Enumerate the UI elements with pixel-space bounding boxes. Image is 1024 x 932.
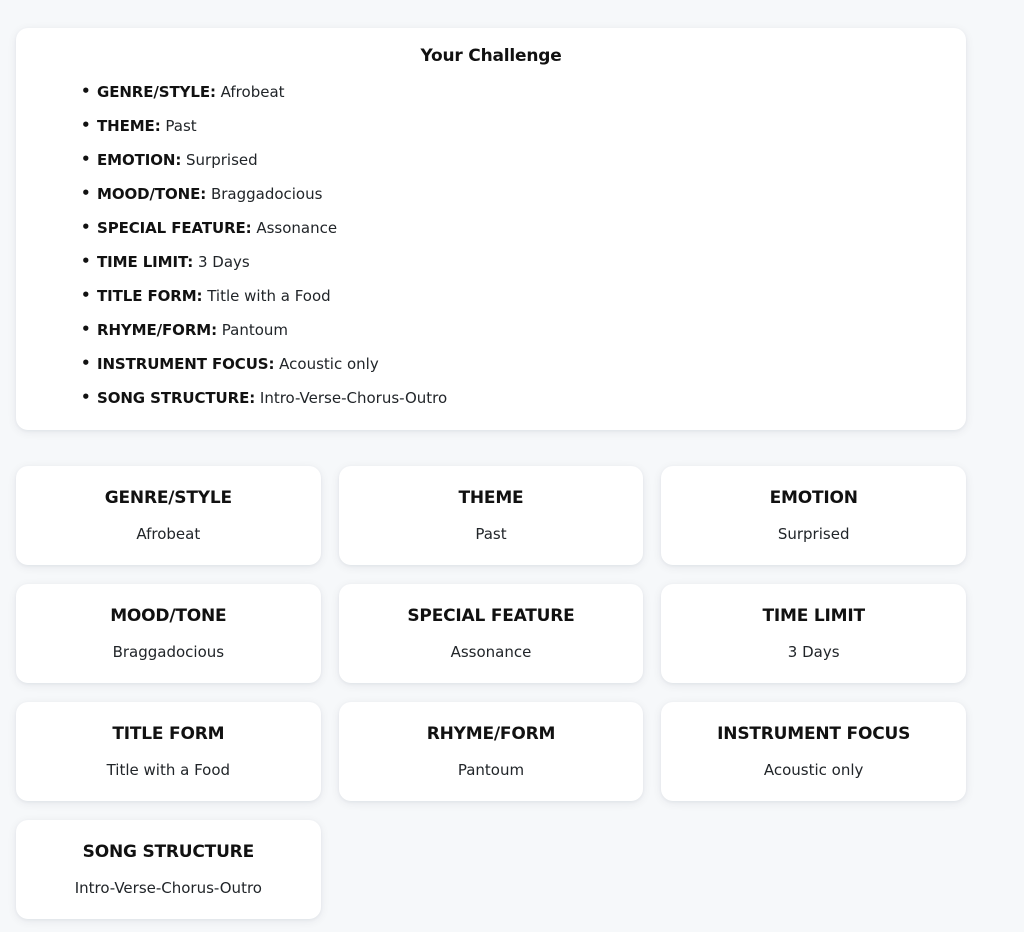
param-card-value: Title with a Food [106, 761, 231, 780]
param-card-label: SPECIAL FEATURE [407, 605, 575, 626]
challenge-list-item [81, 184, 938, 204]
challenge-item-label: MOOD/TONE: [97, 185, 207, 203]
challenge-item-value: Acoustic only [279, 355, 379, 373]
challenge-list-item [81, 286, 938, 306]
challenge-item-label: INSTRUMENT FOCUS: [97, 355, 275, 373]
param-card-value: Intro-Verse-Chorus-Outro [74, 879, 262, 898]
challenge-param-card [16, 466, 321, 565]
challenge-param-card [661, 584, 966, 683]
challenge-list-item [81, 218, 938, 238]
challenge-param-card [16, 584, 321, 683]
challenge-list-item [81, 116, 938, 136]
param-card-value: Pantoum [457, 761, 525, 780]
challenge-item-value: 3 Days [197, 253, 250, 271]
challenge-item-value: Intro-Verse-Chorus-Outro [259, 389, 448, 407]
param-card-label: SONG STRUCTURE [82, 841, 254, 862]
param-card-value: 3 Days [787, 643, 840, 662]
challenge-list [44, 82, 938, 408]
param-card-label: GENRE/STYLE [104, 487, 232, 508]
param-card-label: INSTRUMENT FOCUS [717, 723, 911, 744]
challenge-param-card [16, 820, 321, 919]
challenge-page [16, 0, 966, 919]
param-card-value: Past [475, 525, 507, 544]
challenge-list-item [81, 82, 938, 102]
challenge-item-value: Braggadocious [210, 185, 323, 203]
param-card-label: THEME [458, 487, 524, 508]
challenge-list-item [81, 354, 938, 374]
challenge-item-value: Pantoum [221, 321, 289, 339]
param-card-value: Assonance [450, 643, 532, 662]
challenge-item-label: SPECIAL FEATURE: [97, 219, 252, 237]
challenge-item-value: Title with a Food [207, 287, 331, 305]
challenge-list-item [81, 388, 938, 408]
challenge-list-item [81, 150, 938, 170]
param-card-value: Braggadocious [112, 643, 225, 662]
param-card-label: RHYME/FORM [426, 723, 556, 744]
challenge-param-card [339, 466, 644, 565]
challenge-item-label: EMOTION: [97, 151, 182, 169]
challenge-list-item [81, 320, 938, 340]
challenge-param-card [339, 702, 644, 801]
challenge-item-value: Past [165, 117, 197, 135]
challenge-item-label: TITLE FORM: [97, 287, 203, 305]
challenge-cards-grid [16, 466, 966, 919]
challenge-param-card [339, 584, 644, 683]
param-card-label: EMOTION [769, 487, 858, 508]
challenge-item-value: Surprised [186, 151, 258, 169]
challenge-item-value: Assonance [256, 219, 338, 237]
challenge-item-label: TIME LIMIT: [97, 253, 194, 271]
challenge-list-item [81, 252, 938, 272]
challenge-item-label: RHYME/FORM: [97, 321, 217, 339]
challenge-summary-card [16, 28, 966, 430]
param-card-value: Acoustic only [763, 761, 864, 780]
param-card-value: Afrobeat [136, 525, 201, 544]
param-card-value: Surprised [777, 525, 850, 544]
challenge-param-card [661, 466, 966, 565]
param-card-label: TIME LIMIT [762, 605, 865, 626]
param-card-label: TITLE FORM [112, 723, 225, 744]
challenge-item-label: THEME: [97, 117, 161, 135]
challenge-param-card [661, 702, 966, 801]
challenge-item-label: SONG STRUCTURE: [97, 389, 256, 407]
challenge-item-label: GENRE/STYLE: [97, 83, 216, 101]
challenge-param-card [16, 702, 321, 801]
challenge-title: Your Challenge [420, 46, 562, 66]
challenge-item-value: Afrobeat [220, 83, 285, 101]
param-card-label: MOOD/TONE [110, 605, 227, 626]
